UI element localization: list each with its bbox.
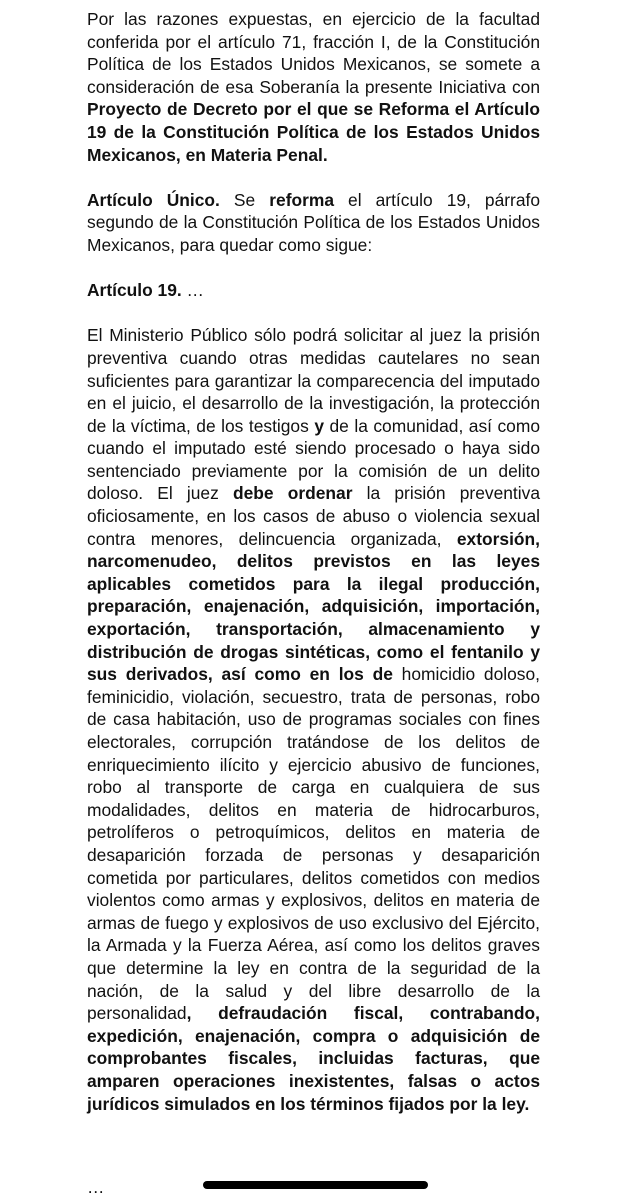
text-run: el artículo 19, párrafo segundo de la Constitución Política de los Estados Unidos Mexicanos, para quedar como sigue: [87, 189, 541, 255]
text-run: de la comunidad, así como cuando el imputado esté siendo procesado o haya sido sentenciado previamente por la comisión de un delito doloso. El juez [87, 415, 540, 504]
text-run: … [181, 280, 204, 301]
text-run-bold: Proyecto de Decreto por el que se Reforma el Artículo 19 de la Constitución Política de los Estados Unidos Mexicanos, en Materia Penal. [87, 99, 540, 165]
text-run: Se [219, 189, 270, 210]
text-run-bold: y [314, 415, 324, 436]
article-unico-paragraph [87, 189, 540, 257]
article-19-heading [87, 279, 540, 302]
document-body [87, 8, 540, 1138]
text-run-bold: debe ordenar [232, 483, 353, 504]
text-run-bold: Artículo 19. [87, 280, 182, 301]
text-run-bold: Artículo Único. [87, 189, 220, 210]
article-19-text-paragraph [87, 324, 540, 1115]
home-indicator[interactable] [203, 1181, 428, 1189]
text-run-bold: reforma [269, 189, 335, 210]
decree-intro-paragraph [87, 8, 540, 166]
text-run-bold: extorsión, narcomenudeo, delitos previstos en las leyes aplicables cometidos para la ilegal producción, preparación, enajenación, adquisición, importación, exportación, transportación, almacenamiento y distribución de drogas sintéticas, como el fentanilo y sus derivados, así como en los de [87, 528, 540, 685]
text-run: Por las razones expuestas, en ejercicio de la facultad conferida por el artículo 71, fracción I, de la Constitución Política de los Estados Unidos Mexicanos, se somete a consideración de esa Soberanía la presente Iniciativa con [87, 9, 540, 97]
trailing-ellipsis: … [87, 1177, 105, 1197]
text-run: la prisión preventiva oficiosamente, en los casos de abuso o violencia sexual contra menores, delincuencia organizada, [87, 483, 540, 549]
text-run-bold: , defraudación fiscal, contrabando, expedición, enajenación, compra o adquisición de comprobantes fiscales, incluidas facturas, que amparen operaciones inexistentes, falsas o actos jurídicos simulados en los términos fijados por la ley. [87, 1003, 540, 1114]
text-run: homicidio doloso, feminicidio, violación, secuestro, trata de personas, robo de casa habitación, uso de programas sociales con fines electorales, corrupción tratándose de los delitos de enriquecimiento ilícito y ejercicio abusivo de funciones, robo al transporte de carga en cualquiera de sus modalidades, delitos en materia de hidrocarburos, petrolíferos o petroquímicos, delitos en materia de desaparición forzada de personas y desaparición cometida por particulares, delitos cometidos con medios violentos como armas y explosivos, delitos en materia de armas de fuego y explosivos de uso exclusivo del Ejército, la Armada y la Fuerza Aérea, así como los delitos graves que determine la ley en contra de la seguridad de la nación, de la salud y del libre desarrollo de la personalidad [87, 664, 541, 1024]
text-run: El Ministerio Público sólo podrá solicitar al juez la prisión preventiva cuando otras medidas cautelares no sean suficientes para garantizar la comparecencia del imputado en el juicio, el desarrollo de la investigación, la protección de la víctima, de los testigos [87, 325, 540, 436]
